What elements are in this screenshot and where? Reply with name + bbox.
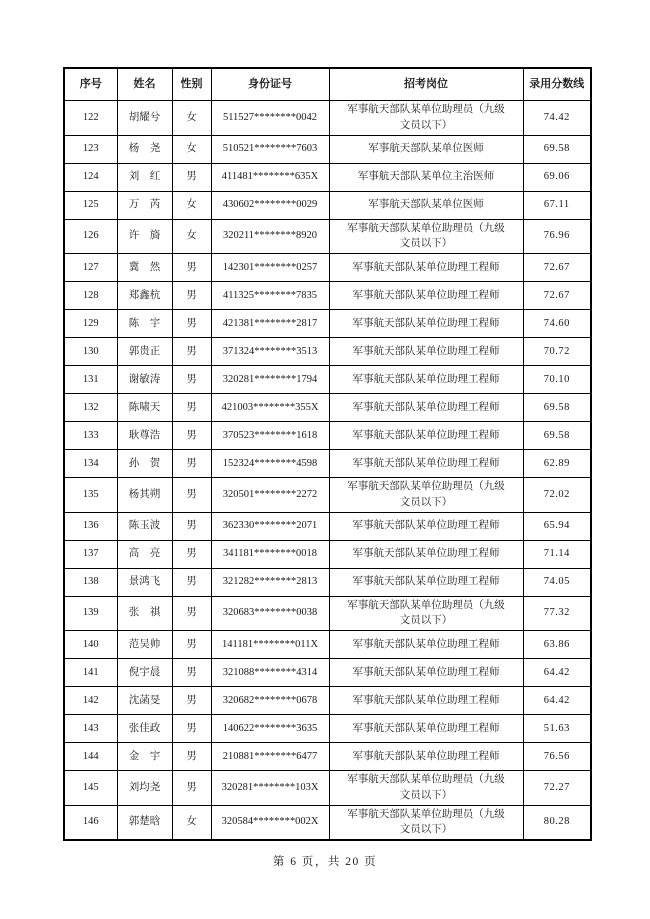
- cell-index: 132: [64, 394, 117, 422]
- cell-id-number: 320501********2272: [211, 478, 329, 513]
- table-row: [64, 596, 591, 631]
- table-row: [64, 219, 591, 254]
- cell-index: 127: [64, 254, 117, 282]
- cell-score: 72.67: [523, 254, 591, 282]
- cell-name: 谢敏涛: [117, 366, 172, 394]
- cell-score: 51.63: [523, 715, 591, 743]
- cell-gender: 男: [172, 163, 211, 191]
- cell-position: 军事航天部队某单位助理工程师: [329, 310, 523, 338]
- cell-position: 军事航天部队某单位助理工程师: [329, 540, 523, 568]
- cell-score: 72.67: [523, 282, 591, 310]
- cell-score: 71.14: [523, 540, 591, 568]
- cell-id-number: 320281********103X: [211, 771, 329, 806]
- cell-score: 67.11: [523, 191, 591, 219]
- cell-position: 军事航天部队某单位助理工程师: [329, 659, 523, 687]
- cell-gender: 男: [172, 512, 211, 540]
- cell-position: 军事航天部队某单位医师: [329, 191, 523, 219]
- cell-score: 72.02: [523, 478, 591, 513]
- table-row: [64, 310, 591, 338]
- table-row: [64, 163, 591, 191]
- cell-gender: 女: [172, 219, 211, 254]
- cell-position: 军事航天部队某单位主治医师: [329, 163, 523, 191]
- cell-index: 128: [64, 282, 117, 310]
- cell-score: 77.32: [523, 596, 591, 631]
- table-row: [64, 659, 591, 687]
- table-row: [64, 512, 591, 540]
- cell-position: 军事航天部队某单位助理工程师: [329, 743, 523, 771]
- cell-id-number: 411325********7835: [211, 282, 329, 310]
- cell-position: 军事航天部队某单位助理工程师: [329, 338, 523, 366]
- cell-score: 64.42: [523, 659, 591, 687]
- cell-name: 倪宇晨: [117, 659, 172, 687]
- cell-position: 军事航天部队某单位医师: [329, 135, 523, 163]
- cell-id-number: 510521********7603: [211, 135, 329, 163]
- table-row: [64, 191, 591, 219]
- cell-index: 146: [64, 805, 117, 840]
- page-footer: 第 6 页，共 20 页: [272, 856, 378, 868]
- cell-name: 胡耀兮: [117, 101, 172, 136]
- cell-index: 126: [64, 219, 117, 254]
- cell-id-number: 421381********2817: [211, 310, 329, 338]
- cell-name: 高 亮: [117, 540, 172, 568]
- table-row: [64, 422, 591, 450]
- cell-position: 军事航天部队某单位助理员（九级文员以下）: [329, 805, 523, 840]
- cell-index: 129: [64, 310, 117, 338]
- cell-id-number: 210881********6477: [211, 743, 329, 771]
- cell-gender: 女: [172, 805, 211, 840]
- cell-index: 139: [64, 596, 117, 631]
- cell-score: 80.28: [523, 805, 591, 840]
- cell-position: 军事航天部队某单位助理工程师: [329, 254, 523, 282]
- header-index: 序号: [64, 68, 117, 101]
- header-id-number: 身份证号: [211, 68, 329, 101]
- header-gender: 性别: [172, 68, 211, 101]
- cell-name: 陈啸天: [117, 394, 172, 422]
- table-row: [64, 805, 591, 840]
- table-row: [64, 687, 591, 715]
- cell-score: 64.42: [523, 687, 591, 715]
- header-score-line: 录用分数线: [523, 68, 591, 101]
- cell-id-number: 142301********0257: [211, 254, 329, 282]
- cell-gender: 女: [172, 101, 211, 136]
- cell-position: 军事航天部队某单位助理工程师: [329, 450, 523, 478]
- cell-gender: 男: [172, 422, 211, 450]
- cell-position: 军事航天部队某单位助理工程师: [329, 422, 523, 450]
- cell-id-number: 320281********1794: [211, 366, 329, 394]
- cell-gender: 男: [172, 715, 211, 743]
- cell-name: 景鸿飞: [117, 568, 172, 596]
- cell-name: 刘 红: [117, 163, 172, 191]
- cell-gender: 男: [172, 743, 211, 771]
- cell-name: 张 祺: [117, 596, 172, 631]
- cell-id-number: 141181********011X: [211, 631, 329, 659]
- table-row: [64, 135, 591, 163]
- cell-position: 军事航天部队某单位助理工程师: [329, 394, 523, 422]
- cell-gender: 男: [172, 366, 211, 394]
- table-row: [64, 338, 591, 366]
- cell-position: 军事航天部队某单位助理员（九级文员以下）: [329, 771, 523, 806]
- cell-score: 69.58: [523, 135, 591, 163]
- cell-score: 63.86: [523, 631, 591, 659]
- cell-id-number: 421003********355X: [211, 394, 329, 422]
- cell-position: 军事航天部队某单位助理员（九级文员以下）: [329, 101, 523, 136]
- cell-index: 135: [64, 478, 117, 513]
- roster-table: [63, 67, 592, 841]
- cell-name: 许 旖: [117, 219, 172, 254]
- cell-gender: 男: [172, 568, 211, 596]
- cell-index: 141: [64, 659, 117, 687]
- cell-index: 144: [64, 743, 117, 771]
- cell-id-number: 411481********635X: [211, 163, 329, 191]
- cell-name: 金 宇: [117, 743, 172, 771]
- cell-score: 69.06: [523, 163, 591, 191]
- cell-index: 136: [64, 512, 117, 540]
- cell-index: 138: [64, 568, 117, 596]
- cell-gender: 男: [172, 478, 211, 513]
- cell-name: 万 芮: [117, 191, 172, 219]
- cell-index: 125: [64, 191, 117, 219]
- cell-position: 军事航天部队某单位助理工程师: [329, 512, 523, 540]
- cell-name: 耿尊浩: [117, 422, 172, 450]
- cell-score: 62.89: [523, 450, 591, 478]
- table-row: [64, 568, 591, 596]
- cell-name: 冀 然: [117, 254, 172, 282]
- table-row: [64, 394, 591, 422]
- cell-index: 134: [64, 450, 117, 478]
- cell-score: 70.10: [523, 366, 591, 394]
- cell-name: 陈 宇: [117, 310, 172, 338]
- cell-position: 军事航天部队某单位助理员（九级文员以下）: [329, 478, 523, 513]
- cell-id-number: 321282********2813: [211, 568, 329, 596]
- table-row: [64, 254, 591, 282]
- cell-name: 郭贵正: [117, 338, 172, 366]
- cell-gender: 男: [172, 687, 211, 715]
- cell-position: 军事航天部队某单位助理员（九级文员以下）: [329, 219, 523, 254]
- cell-id-number: 320683********0038: [211, 596, 329, 631]
- cell-id-number: 320211********8920: [211, 219, 329, 254]
- cell-score: 74.05: [523, 568, 591, 596]
- cell-id-number: 511527********0042: [211, 101, 329, 136]
- cell-id-number: 430602********0029: [211, 191, 329, 219]
- cell-position: 军事航天部队某单位助理工程师: [329, 687, 523, 715]
- cell-gender: 女: [172, 191, 211, 219]
- cell-gender: 男: [172, 254, 211, 282]
- cell-index: 131: [64, 366, 117, 394]
- cell-gender: 男: [172, 338, 211, 366]
- cell-position: 军事航天部队某单位助理工程师: [329, 282, 523, 310]
- cell-score: 76.96: [523, 219, 591, 254]
- table-header: [64, 68, 591, 101]
- cell-score: 74.60: [523, 310, 591, 338]
- cell-position: 军事航天部队某单位助理工程师: [329, 568, 523, 596]
- cell-gender: 男: [172, 540, 211, 568]
- cell-gender: 女: [172, 135, 211, 163]
- table-row: [64, 743, 591, 771]
- cell-id-number: 321088********4314: [211, 659, 329, 687]
- cell-name: 郑鑫杭: [117, 282, 172, 310]
- cell-gender: 男: [172, 310, 211, 338]
- cell-name: 刘均尧: [117, 771, 172, 806]
- cell-score: 72.27: [523, 771, 591, 806]
- cell-id-number: 371324********3513: [211, 338, 329, 366]
- cell-index: 142: [64, 687, 117, 715]
- cell-score: 69.58: [523, 422, 591, 450]
- cell-name: 杨 尧: [117, 135, 172, 163]
- cell-id-number: 341181********0018: [211, 540, 329, 568]
- table-row: [64, 282, 591, 310]
- table-row: [64, 715, 591, 743]
- cell-id-number: 152324********4598: [211, 450, 329, 478]
- cell-name: 陈玉波: [117, 512, 172, 540]
- cell-gender: 男: [172, 771, 211, 806]
- cell-index: 143: [64, 715, 117, 743]
- cell-position: 军事航天部队某单位助理工程师: [329, 631, 523, 659]
- cell-score: 69.58: [523, 394, 591, 422]
- table-row: [64, 478, 591, 513]
- cell-id-number: 320682********0678: [211, 687, 329, 715]
- cell-name: 张佳政: [117, 715, 172, 743]
- table-header-row: [64, 68, 591, 101]
- cell-index: 122: [64, 101, 117, 136]
- cell-gender: 男: [172, 596, 211, 631]
- cell-score: 65.94: [523, 512, 591, 540]
- cell-gender: 男: [172, 450, 211, 478]
- table-row: [64, 450, 591, 478]
- header-position: 招考岗位: [329, 68, 523, 101]
- table-row: [64, 366, 591, 394]
- cell-index: 124: [64, 163, 117, 191]
- cell-index: 137: [64, 540, 117, 568]
- cell-score: 76.56: [523, 743, 591, 771]
- cell-gender: 男: [172, 282, 211, 310]
- cell-index: 123: [64, 135, 117, 163]
- cell-gender: 男: [172, 394, 211, 422]
- cell-gender: 男: [172, 659, 211, 687]
- cell-score: 74.42: [523, 101, 591, 136]
- cell-score: 70.72: [523, 338, 591, 366]
- cell-index: 130: [64, 338, 117, 366]
- header-name: 姓名: [117, 68, 172, 101]
- cell-name: 范吴帅: [117, 631, 172, 659]
- table-row: [64, 540, 591, 568]
- cell-index: 145: [64, 771, 117, 806]
- table-row: [64, 631, 591, 659]
- cell-index: 133: [64, 422, 117, 450]
- table-body: [64, 101, 591, 841]
- cell-name: 孙 贺: [117, 450, 172, 478]
- cell-position: 军事航天部队某单位助理员（九级文员以下）: [329, 596, 523, 631]
- cell-gender: 男: [172, 631, 211, 659]
- cell-name: 沈菡旻: [117, 687, 172, 715]
- cell-name: 郭楚晗: [117, 805, 172, 840]
- cell-id-number: 320584********002X: [211, 805, 329, 840]
- cell-position: 军事航天部队某单位助理工程师: [329, 715, 523, 743]
- cell-id-number: 362330********2071: [211, 512, 329, 540]
- cell-id-number: 140622********3635: [211, 715, 329, 743]
- table-row: [64, 101, 591, 136]
- cell-position: 军事航天部队某单位助理工程师: [329, 366, 523, 394]
- cell-name: 杨其朔: [117, 478, 172, 513]
- cell-id-number: 370523********1618: [211, 422, 329, 450]
- table-row: [64, 771, 591, 806]
- cell-index: 140: [64, 631, 117, 659]
